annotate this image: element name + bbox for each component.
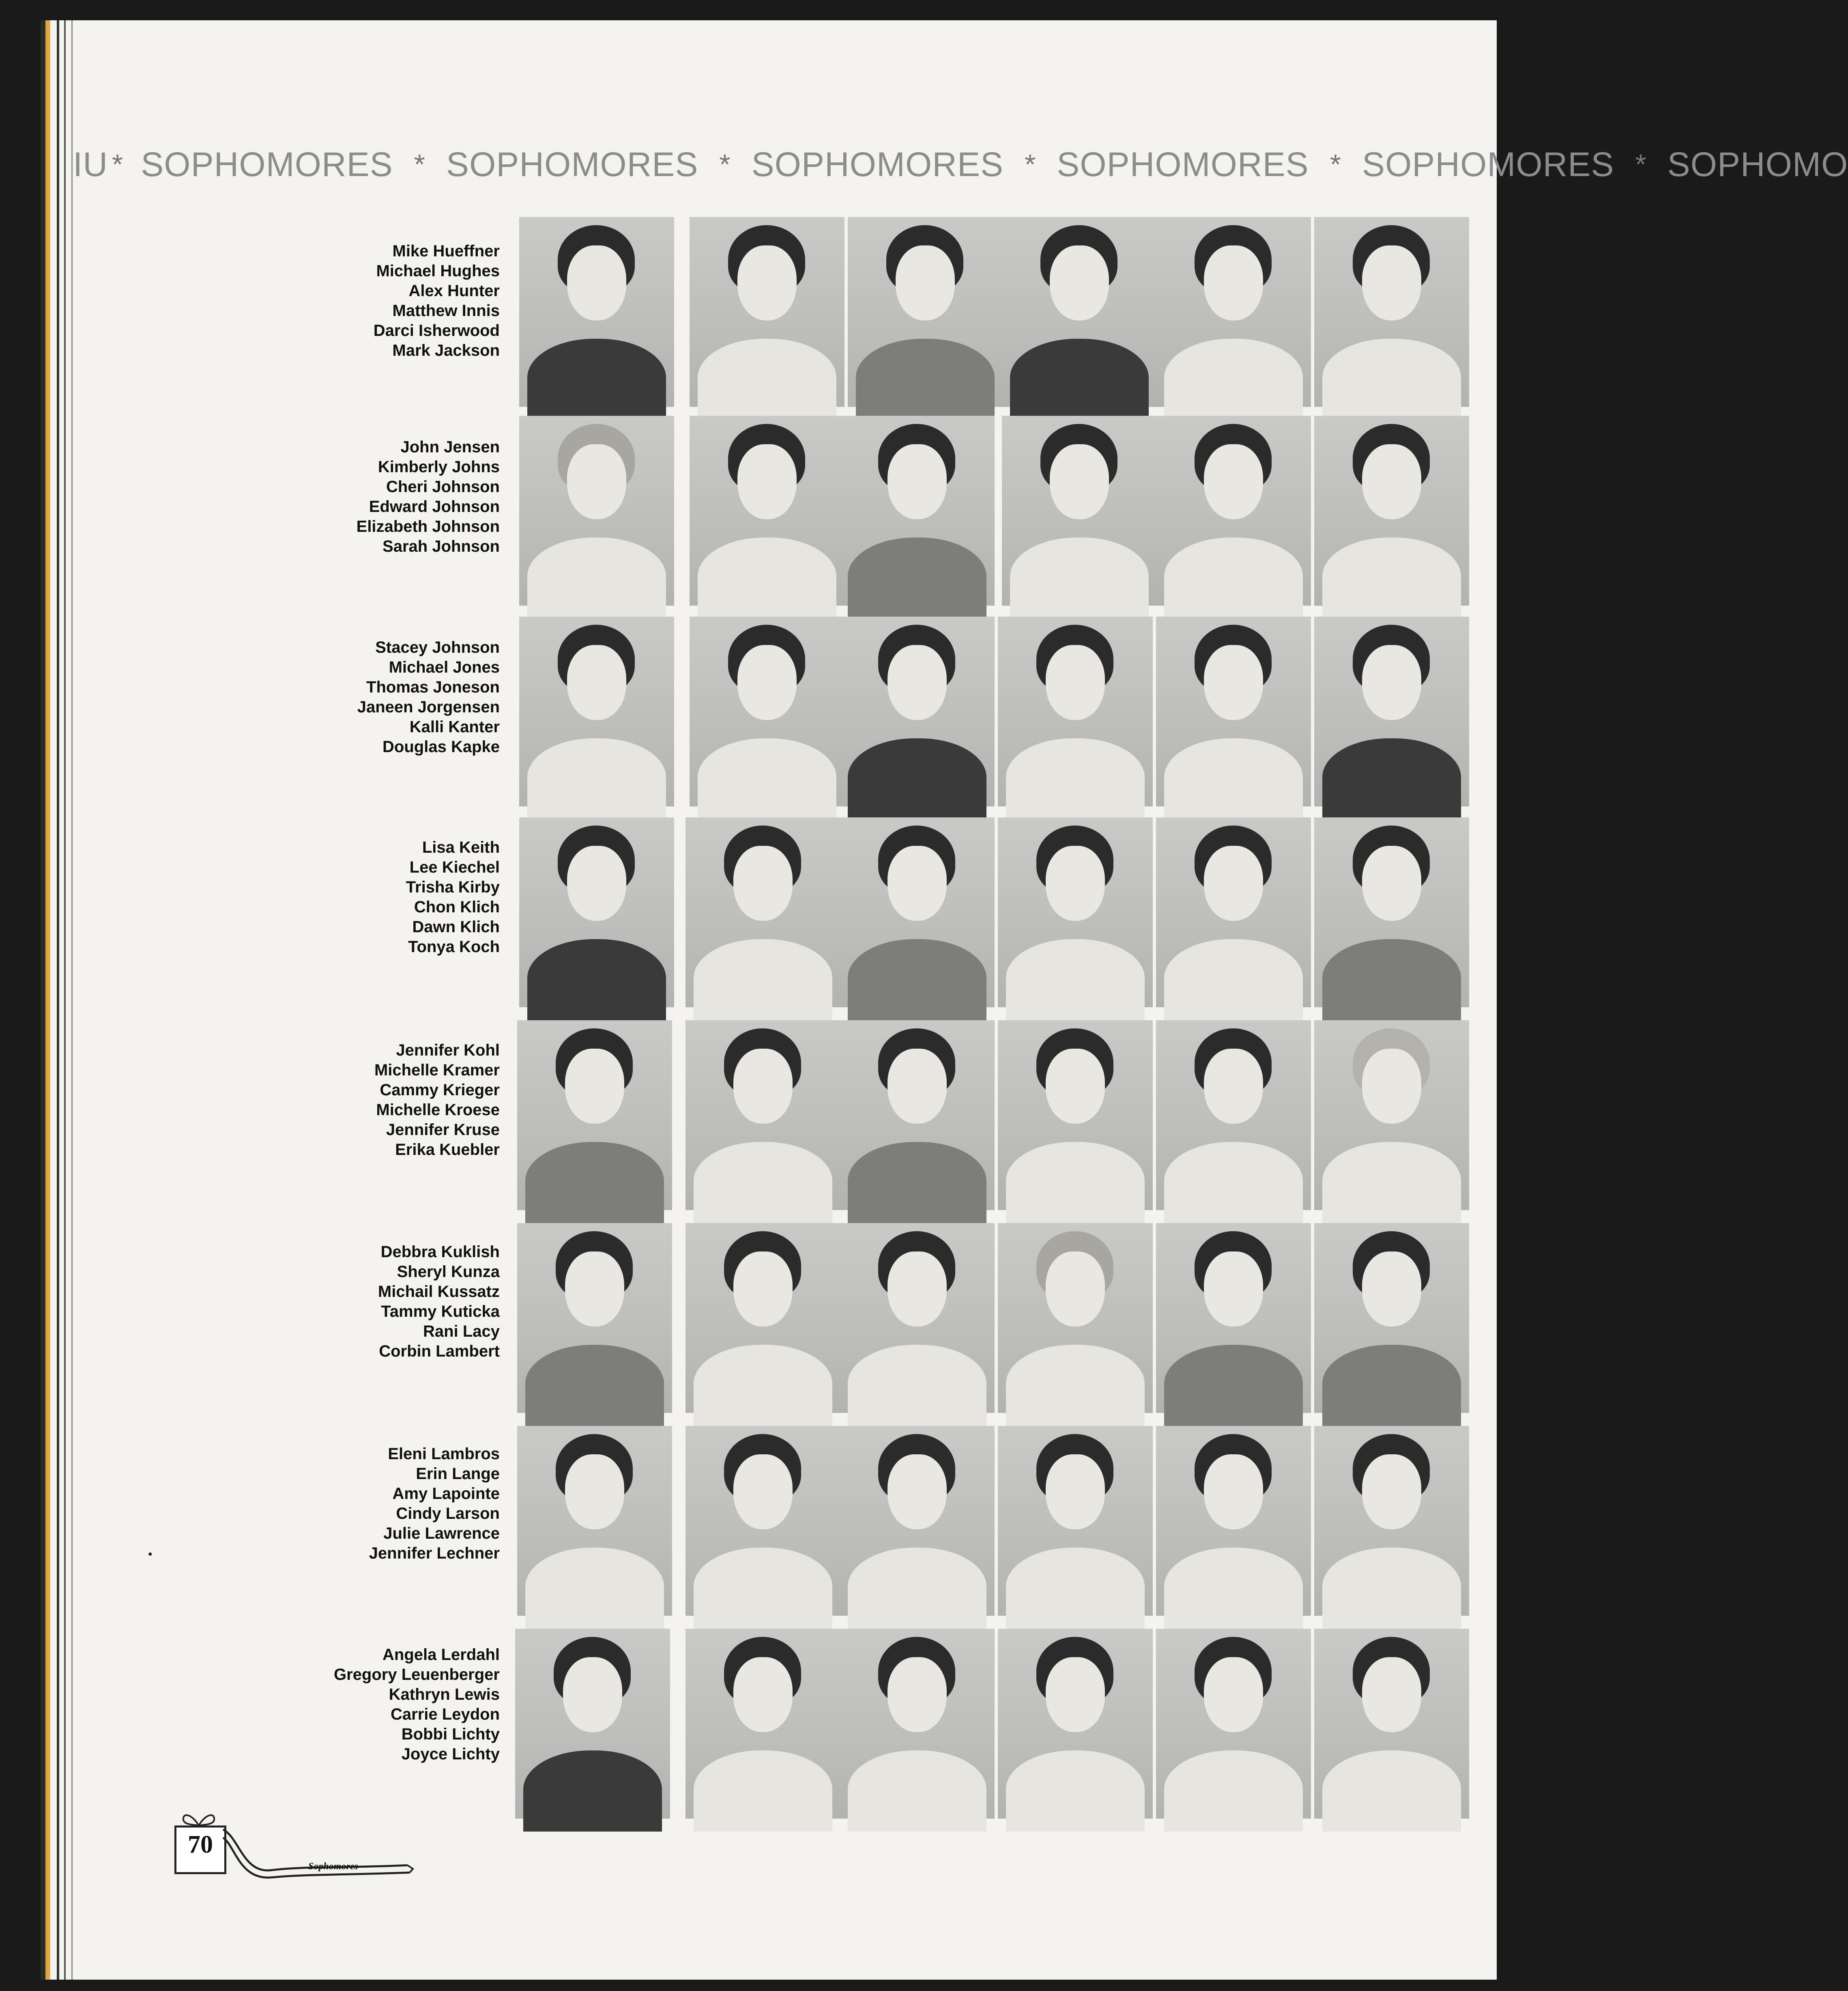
student-photo xyxy=(519,217,674,407)
student-photo xyxy=(1314,1629,1469,1819)
student-name: Sarah Johnson xyxy=(382,538,500,555)
student-photo xyxy=(840,1223,995,1413)
student-photo xyxy=(840,617,995,806)
student-photo xyxy=(1156,1223,1311,1413)
student-photo xyxy=(1314,1020,1469,1210)
student-photo xyxy=(685,817,840,1007)
banner-word: SOPHOMORES xyxy=(1057,145,1309,183)
student-photo xyxy=(1156,1426,1311,1616)
student-name: Sheryl Kunza xyxy=(397,1263,500,1281)
student-name: Thomas Joneson xyxy=(366,678,500,696)
banner-word: SOPHOMORES xyxy=(446,145,698,183)
student-photo xyxy=(1156,217,1311,407)
student-name: Jennifer Kohl xyxy=(396,1041,500,1059)
banner-separator: * xyxy=(719,148,731,180)
student-name: Michael Jones xyxy=(389,658,500,676)
student-name: Kalli Kanter xyxy=(409,718,500,736)
student-name: Lee Kiechel xyxy=(409,858,500,876)
ribbon-decoration xyxy=(223,1813,414,1886)
name-list xyxy=(243,638,500,757)
student-name: Kimberly Johns xyxy=(378,458,500,476)
student-photo xyxy=(685,1020,840,1210)
name-list xyxy=(243,241,500,361)
book-binding xyxy=(41,20,79,1980)
student-name: Dawn Klich xyxy=(412,918,500,936)
student-name: Lisa Keith xyxy=(422,839,500,856)
student-name: Mike Hueffner xyxy=(392,242,500,260)
student-photo xyxy=(840,1426,995,1616)
student-photo xyxy=(690,416,844,606)
student-name: Eleni Lambros xyxy=(388,1445,500,1463)
student-photo xyxy=(840,817,995,1007)
student-photo xyxy=(848,217,1003,407)
student-photo xyxy=(1156,416,1311,606)
student-name: Debbra Kuklish xyxy=(380,1243,500,1261)
banner-word: SOPHOMORES xyxy=(751,145,1004,183)
student-name: Jennifer Kruse xyxy=(386,1121,500,1139)
student-photo xyxy=(1314,617,1469,806)
student-photo xyxy=(998,617,1153,806)
name-list xyxy=(243,1444,500,1563)
student-photo xyxy=(519,817,674,1007)
student-name: Joyce Lichty xyxy=(401,1745,500,1763)
student-photo xyxy=(840,1629,995,1819)
banner-word: SOPHOMORES xyxy=(1362,145,1614,183)
student-name: Elizabeth Johnson xyxy=(356,518,500,535)
student-name: Cammy Krieger xyxy=(380,1081,500,1099)
student-photo xyxy=(1002,416,1157,606)
banner-separator: * xyxy=(414,148,425,180)
student-photo xyxy=(998,1020,1153,1210)
student-name: Julie Lawrence xyxy=(383,1524,500,1542)
banner-separator: * xyxy=(1330,148,1341,180)
section-label: Sophomores xyxy=(308,1861,358,1872)
student-name: Erin Lange xyxy=(416,1465,500,1483)
student-photo xyxy=(1314,1223,1469,1413)
student-name: Gregory Leuenberger xyxy=(333,1666,500,1684)
student-photo xyxy=(690,217,844,407)
gift-bow-icon xyxy=(179,1809,218,1827)
student-name: Cheri Johnson xyxy=(386,478,500,496)
student-photo xyxy=(1156,617,1311,806)
student-name: Bobbi Lichty xyxy=(401,1725,500,1743)
student-photo xyxy=(519,416,674,606)
banner-word: SOPHOMORES xyxy=(141,145,393,183)
student-name: Kathryn Lewis xyxy=(389,1686,500,1703)
student-name: Matthew Innis xyxy=(392,302,500,320)
student-name: Tonya Koch xyxy=(408,938,500,956)
student-photo xyxy=(1002,217,1157,407)
student-photo xyxy=(517,1426,672,1616)
banner-fragment-left: IU xyxy=(73,145,108,183)
banner-separator: * xyxy=(1025,148,1036,180)
student-photo xyxy=(685,1426,840,1616)
student-photo xyxy=(1156,817,1311,1007)
student-photo xyxy=(1156,1020,1311,1210)
student-name: Michael Hughes xyxy=(376,262,500,280)
student-name: Trisha Kirby xyxy=(406,878,500,896)
student-photo xyxy=(517,1020,672,1210)
sophomores-banner xyxy=(73,138,1848,191)
student-name: Cindy Larson xyxy=(396,1505,500,1522)
banner-separator: * xyxy=(112,148,123,180)
student-name: Tammy Kuticka xyxy=(381,1303,500,1320)
student-name: Michelle Kroese xyxy=(376,1101,500,1119)
student-name: Mark Jackson xyxy=(392,342,500,359)
name-list xyxy=(243,437,500,557)
student-name: Douglas Kapke xyxy=(382,738,500,756)
student-photo xyxy=(515,1629,670,1819)
student-name: Chon Klich xyxy=(414,898,500,916)
student-name: Angela Lerdahl xyxy=(382,1646,500,1664)
student-name: Rani Lacy xyxy=(423,1322,500,1340)
student-photo xyxy=(998,1426,1153,1616)
student-photo xyxy=(840,416,995,606)
student-photo xyxy=(685,1629,840,1819)
student-photo xyxy=(690,617,844,806)
student-photo xyxy=(1314,416,1469,606)
student-name: Michelle Kramer xyxy=(374,1061,500,1079)
student-photo xyxy=(519,617,674,806)
student-name: Corbin Lambert xyxy=(379,1342,500,1360)
name-list xyxy=(243,1645,500,1764)
name-list xyxy=(243,1041,500,1160)
banner-fragment-right: SOPHOMO xyxy=(1667,145,1848,183)
student-name: Janeen Jorgensen xyxy=(357,698,500,716)
student-name: Stacey Johnson xyxy=(375,639,500,656)
student-photo xyxy=(685,1223,840,1413)
banner-separator: * xyxy=(1635,148,1646,180)
name-list xyxy=(243,1242,500,1361)
student-name: Alex Hunter xyxy=(408,282,500,300)
student-photo xyxy=(998,817,1153,1007)
student-photo xyxy=(998,1629,1153,1819)
student-photo xyxy=(840,1020,995,1210)
student-name: John Jensen xyxy=(400,438,500,456)
page-number: 70 xyxy=(188,1831,213,1858)
student-photo xyxy=(998,1223,1153,1413)
student-name: Erika Kuebler xyxy=(395,1141,500,1159)
student-photo xyxy=(1314,817,1469,1007)
student-photo xyxy=(1314,1426,1469,1616)
student-name: Carrie Leydon xyxy=(391,1705,500,1723)
student-name: Amy Lapointe xyxy=(392,1485,500,1503)
student-photo xyxy=(1156,1629,1311,1819)
ink-speck: • xyxy=(148,1548,153,1561)
student-photo xyxy=(1314,217,1469,407)
student-name: Darci Isherwood xyxy=(373,322,500,340)
page-folio xyxy=(174,1809,223,1870)
student-name: Edward Johnson xyxy=(369,498,500,516)
student-name: Michail Kussatz xyxy=(378,1283,500,1301)
student-photo xyxy=(517,1223,672,1413)
student-name: Jennifer Lechner xyxy=(369,1544,500,1562)
name-list xyxy=(243,838,500,957)
